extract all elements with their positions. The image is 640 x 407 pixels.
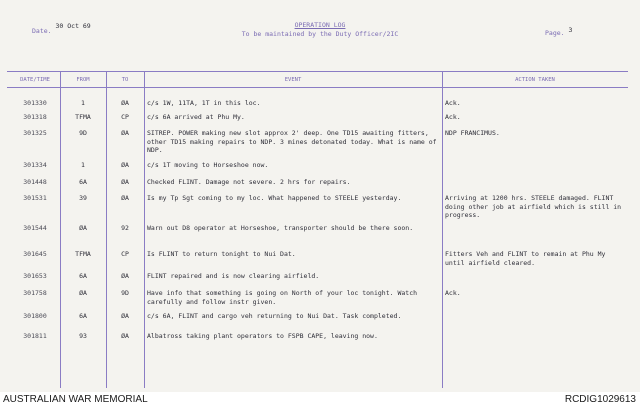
log-subtitle: To be maintained by the Duty Officer/2IC [241, 30, 399, 38]
cell-from: TFMA [75, 113, 91, 121]
cell-event: c/s 6A, FLINT and cargo veh returning to Nui Dat. Task completed. [147, 312, 402, 320]
cell-to: CP [121, 113, 129, 121]
cell-datetime: 301318 [23, 113, 47, 121]
cell-datetime: 301811 [23, 332, 47, 340]
col-header-action: ACTION TAKEN [515, 77, 555, 83]
cell-action: Arriving at 1200 hrs. STEELE damaged. FLINT doing other job at airfield which is still in progress. [445, 194, 622, 219]
cell-event: SITREP. POWER making new slot approx 2' deep. One TD15 awaiting fitters, other TD15 making repairs to NDP. 3 mines detonated today. What is name of NDP. [147, 129, 437, 154]
cell-to: ØA [121, 194, 129, 202]
col-header-datetime: DATE/TIME [20, 77, 50, 83]
col-header-event: EVENT [284, 77, 302, 83]
cell-event: FLINT repaired and is now clearing airfield. [147, 272, 320, 280]
cell-to: ØA [121, 129, 129, 137]
cell-to: ØA [121, 312, 129, 320]
cell-to: ØA [121, 178, 129, 186]
date-field [32, 22, 91, 35]
table-top-rule [7, 71, 628, 72]
cell-to: 9D [121, 289, 129, 297]
cell-event: c/s 1T moving to Horseshoe now. [147, 161, 269, 169]
col-header-from: FROM [76, 77, 90, 83]
cell-event: Is FLINT to return tonight to Nui Dat. [147, 250, 296, 258]
cell-datetime: 301325 [23, 129, 47, 137]
cell-from: 1 [81, 161, 85, 169]
cell-from: ØA [79, 289, 87, 297]
cell-datetime: 301448 [23, 178, 47, 186]
cell-event: c/s 6A arrived at Phu My. [147, 113, 245, 121]
cell-event: Is my Tp Sgt coming to my loc. What happened to STEELE yesterday. [147, 194, 402, 202]
cell-datetime: 301334 [23, 161, 47, 169]
log-table [7, 70, 628, 388]
cell-action: NDP FRANCIMUS. [445, 129, 500, 137]
page-label: Page. [545, 29, 565, 37]
cell-from: TFMA [75, 250, 91, 258]
cell-from: 1 [81, 99, 85, 107]
cell-event: Warn out D8 operator at Horseshoe, transporter should be there soon. [147, 224, 414, 232]
table-header-rule [7, 87, 628, 88]
cell-to: CP [121, 250, 129, 258]
cell-datetime: 301531 [23, 194, 47, 202]
cell-event: c/s 1W, 11TA, 1T in this loc. [147, 99, 261, 107]
archive-id: RCDIG1029613 [564, 394, 636, 405]
cell-datetime: 301330 [23, 99, 47, 107]
date-label: Date. [32, 27, 52, 35]
cell-to: ØA [121, 99, 129, 107]
cell-datetime: 301800 [23, 312, 47, 320]
cell-to: ØA [121, 332, 129, 340]
cell-to: ØA [121, 272, 129, 280]
cell-from: 93 [79, 332, 87, 340]
cell-action: Ack. [445, 289, 461, 297]
archive-name: AUSTRALIAN WAR MEMORIAL [3, 394, 148, 405]
cell-from: 39 [79, 194, 87, 202]
cell-from: 6A [79, 178, 87, 186]
cell-datetime: 301544 [23, 224, 47, 232]
log-header [0, 0, 640, 60]
cell-from: 6A [79, 272, 87, 280]
cell-to: 92 [121, 224, 129, 232]
page-field [545, 26, 573, 37]
date-value: 30 Oct 69 [55, 22, 91, 30]
col-divider [144, 71, 145, 388]
cell-from: 9D [79, 129, 87, 137]
cell-action: Ack. [445, 99, 461, 107]
cell-from: ØA [79, 224, 87, 232]
title-block [190, 21, 450, 39]
page-value: 3 [568, 26, 573, 34]
cell-action: Fitters Veh and FLINT to remain at Phu My until airfield cleared. [445, 250, 606, 267]
cell-datetime: 301758 [23, 289, 47, 297]
cell-event: Albatross taking plant operators to FSPB CAPE, leaving now. [147, 332, 378, 340]
cell-datetime: 301653 [23, 272, 47, 280]
cell-event: Have info that something is going on North of your loc tonight. Watch carefully and follow instr given. [147, 289, 418, 306]
col-header-to: TO [121, 77, 129, 83]
cell-datetime: 301645 [23, 250, 47, 258]
cell-to: ØA [121, 161, 129, 169]
cell-event: Checked FLINT. Damage not severe. 2 hrs for repairs. [147, 178, 351, 186]
cell-action: Ack. [445, 113, 461, 121]
archive-footer [0, 392, 640, 407]
cell-from: 6A [79, 312, 87, 320]
log-title: OPERATION LOG [294, 21, 346, 29]
